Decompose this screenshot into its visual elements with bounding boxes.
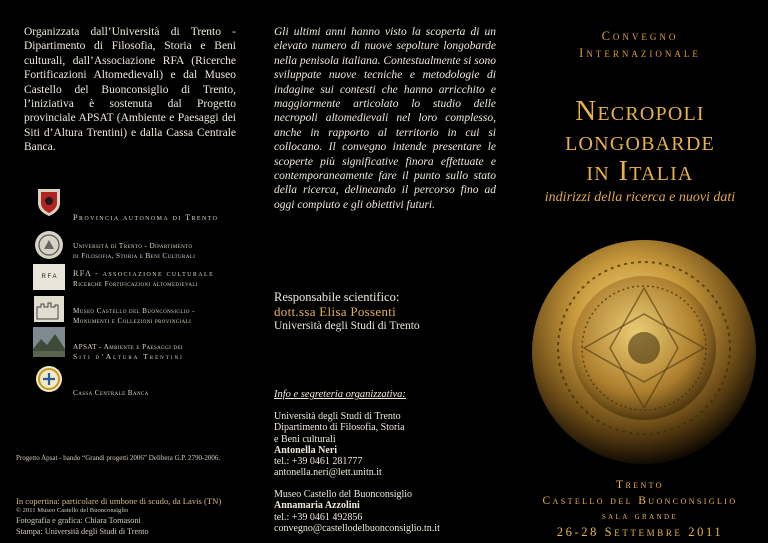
- org-rfa: [73, 269, 253, 289]
- contact-museum: [274, 489, 440, 534]
- credits-cover: In copertina: particolare di umbone di scudo, da Lavis (TN): [16, 496, 222, 506]
- org-rfa-line2: Ricerche Fortificazioni altomedievali: [73, 280, 198, 288]
- org-rfa-line1: RFA - associazione culturale: [73, 269, 215, 278]
- intro-text: Organizzata dall’Università di Trento - Dipartimento di Filosofia, Storia e Beni culturali, dall’Associazione RFA (Ricerche Fortificazioni Altomedievali) e dal Museo Castello del Buonconsiglio di Trento, l’iniziativa è sostenuta dal Progetto provinciale APSAT (Ambiente e Paesaggi dei Siti d’Altura Trentini) e dalla Cassa Centrale Banca.: [24, 26, 236, 154]
- org-apsat-line1: APSAT - Ambiente e Paesaggi dei: [73, 343, 183, 351]
- contact-university: [274, 411, 405, 479]
- contact-museum-line1: Museo Castello del Buonconsiglio: [274, 489, 413, 500]
- scientific-lead: [274, 290, 420, 334]
- org-apsat: [73, 342, 253, 362]
- org-apsat-line2: Siti d’Altura Trentini: [73, 352, 184, 361]
- middle-panel: [256, 0, 512, 543]
- subtitle: indirizzi della ricerca e nuovi dati: [544, 190, 736, 205]
- contact-museum-email[interactable]: convegno@castellodelbuonconsiglio.tn.it: [274, 522, 440, 534]
- contact-university-name: Antonella Neri: [274, 444, 338, 456]
- event-venue: Castello del Buonconsiglio: [542, 494, 738, 507]
- credits-copyright: © 2011 Museo Castello del Buonconsiglio: [16, 507, 129, 515]
- org-cassa-label: Cassa Centrale Banca: [73, 389, 149, 397]
- org-universita: [73, 241, 253, 261]
- apsat-landscape-icon: [33, 327, 65, 357]
- rfa-logo-text: R F A: [41, 274, 57, 280]
- abstract-text: Gli ultimi anni hanno visto la scoperta di un elevato numero di nuove sepolture longobarde nella penisola italiana. Contestualmente si sono sviluppate nuove tecniche e metodologie di indagine sui contesti che hanno arricchito e maggiormente articolato lo studio delle necropoli altomedievali nel loro complesso, anche in rapporto al territorio in cui si collocano. Il convegno intende presentare le scoperte più significative finora effettuate e contemporaneamente fare il punto sullo stato della ricerca, delineando il percorso fino ad oggi compiuto e gli obiettivi futuri.: [274, 26, 496, 211]
- org-museo-line1: Museo Castello del Buonconsiglio -: [73, 307, 195, 315]
- main-title-line1: Necropoli: [575, 95, 705, 127]
- main-title-line2: longobarde: [565, 125, 715, 157]
- left-panel: [0, 0, 256, 543]
- event-dates: 26-28 Settembre 2011: [556, 524, 724, 539]
- credits: [16, 496, 221, 537]
- contact-university-line2: Dipartimento di Filosofia, Storia: [274, 422, 405, 434]
- shield-boss-image: [528, 236, 760, 468]
- org-universita-line2: di Filosofia, Storia e Beni Culturali: [73, 252, 196, 260]
- main-title-line3: in Italia: [586, 155, 694, 187]
- org-museo-line2: Monumenti e Collezioni provinciali: [73, 317, 192, 325]
- event-room: sala grande: [601, 511, 679, 522]
- credits-graphics: Fotografia e grafica: Chiara Tomasoni: [16, 516, 141, 526]
- logo-rfa: [33, 264, 65, 290]
- conference-label-line2: Internazionale: [579, 46, 701, 60]
- logo-museo: [33, 294, 65, 324]
- logo-universita: [33, 230, 65, 260]
- contact-university-phone: tel.: +39 0461 281777: [274, 456, 363, 468]
- provincia-shield-icon: [33, 187, 65, 217]
- contact-university-email[interactable]: antonella.neri@lett.unitn.it: [274, 467, 382, 479]
- credits-print: Stampa: Università degli Studi di Trento: [16, 526, 149, 536]
- bank-logo-icon: [33, 364, 65, 394]
- info-title: Info e segreteria organizzativa:: [274, 389, 406, 400]
- contact-museum-phone: tel.: +39 0461 492856: [274, 511, 363, 523]
- event-details: [512, 478, 768, 540]
- contact-university-line3: e Beni culturali: [274, 433, 336, 445]
- apsat-note: Progetto Apsat - bando “Grandi progetti 2006” Delibera G.P. 2790-2006.: [16, 454, 221, 462]
- org-provincia-label: Provincia autonoma di Trento: [73, 213, 219, 222]
- main-title: [512, 96, 768, 186]
- conference-label-line1: Convegno: [601, 29, 679, 43]
- castle-icon: [33, 294, 65, 324]
- logo-cassa: [33, 364, 65, 394]
- scientific-lead-name: dott.ssa Elisa Possenti: [274, 303, 397, 319]
- conference-label: [512, 28, 768, 62]
- rfa-logo-icon: [33, 264, 65, 290]
- scientific-lead-university: Università degli Studi di Trento: [274, 320, 420, 332]
- event-city: Trento: [616, 479, 664, 491]
- logo-apsat: [33, 327, 65, 357]
- contact-museum-name: Annamaria Azzolini: [274, 500, 360, 512]
- contact-university-line1: Università degli Studi di Trento: [274, 411, 401, 422]
- scientific-lead-heading: Responsabile scientifico:: [274, 290, 400, 304]
- university-seal-icon: [33, 230, 65, 260]
- org-museo: [73, 306, 253, 326]
- org-provincia: [73, 213, 253, 223]
- logo-provincia: [33, 187, 65, 217]
- org-cassa: [73, 388, 253, 398]
- org-universita-line1: Università di Trento - Dipartimento: [73, 242, 193, 250]
